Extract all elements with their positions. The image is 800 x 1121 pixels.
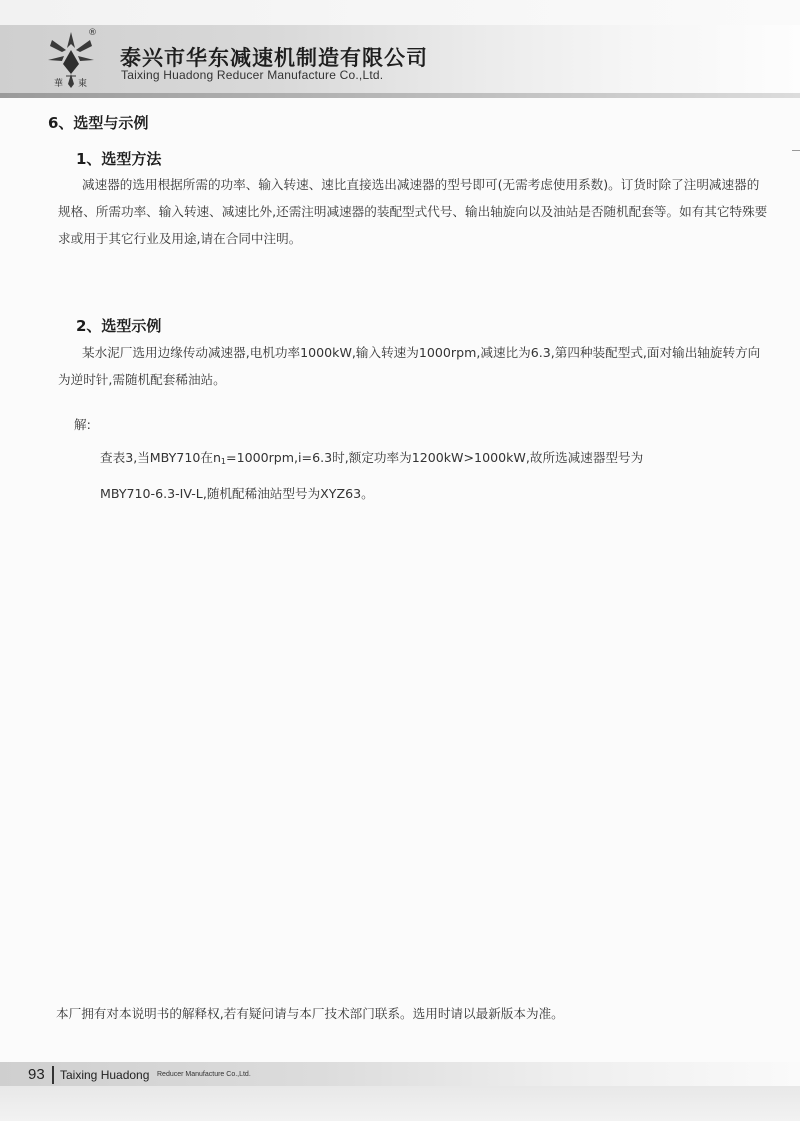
page-edge-mark <box>792 150 800 159</box>
header-underline <box>0 93 800 98</box>
example-title: 2、选型示例 <box>76 317 162 335</box>
footer-company-name: Taixing Huadong <box>60 1068 150 1082</box>
solution-line-2: MBY710-6.3-IV-L,随机配稀油站型号为XYZ63。 <box>100 486 374 501</box>
solution-line-1 <box>100 447 643 466</box>
footer-lower-band <box>0 1086 800 1121</box>
section-title: 6、选型与示例 <box>48 114 149 132</box>
company-name-en: Taixing Huadong Reducer Manufacture Co.,Ltd. <box>121 68 384 82</box>
example-paragraph: 某水泥厂选用边缘传动减速器,电机功率1000kW,输入转速为1000rpm,减速比为6.3,第四种装配型式,面对输出轴旋转方向为逆时针,需随机配套稀油站。 <box>58 345 761 387</box>
method-paragraph: 减速器的选用根据所需的功率、输入转速、速比直接选出减速器的型号即可(无需考虑使用系数)。订货时除了注明减速器的规格、所需功率、输入转速、减速比外,还需注明减速器的装配型式代号、输出轴旋向以及油站是否随机配套等。如有其它特殊要求或用于其它行业及用途,请在合同中注明。 <box>58 177 768 246</box>
registered-mark: ® <box>88 28 97 38</box>
solution-line-1-a: 查表3,当MBY710在n <box>100 450 221 465</box>
company-logo-icon <box>44 30 98 88</box>
solution-label: 解: <box>74 417 91 432</box>
top-strip <box>0 0 800 25</box>
solution-line-1-sub: 1 <box>220 457 227 466</box>
logo-char-dong: 東 <box>78 79 88 89</box>
solution-line-1-b: =1000rpm,i=6.3时,额定功率为1200kW>1000kW,故所选减速器型号为 <box>226 450 644 465</box>
footer-company-suffix: Reducer Manufacture Co.,Ltd. <box>157 1071 251 1078</box>
company-name-cn: 泰兴市华东减速机制造有限公司 <box>120 46 428 70</box>
footer-divider <box>52 1066 54 1084</box>
page-number: 93 <box>28 1066 45 1083</box>
method-title: 1、选型方法 <box>76 150 162 168</box>
logo-char-hua: 華 <box>54 79 64 89</box>
notice-text: 本厂拥有对本说明书的解释权,若有疑问请与本厂技术部门联系。选用时请以最新版本为准。 <box>56 1006 564 1021</box>
